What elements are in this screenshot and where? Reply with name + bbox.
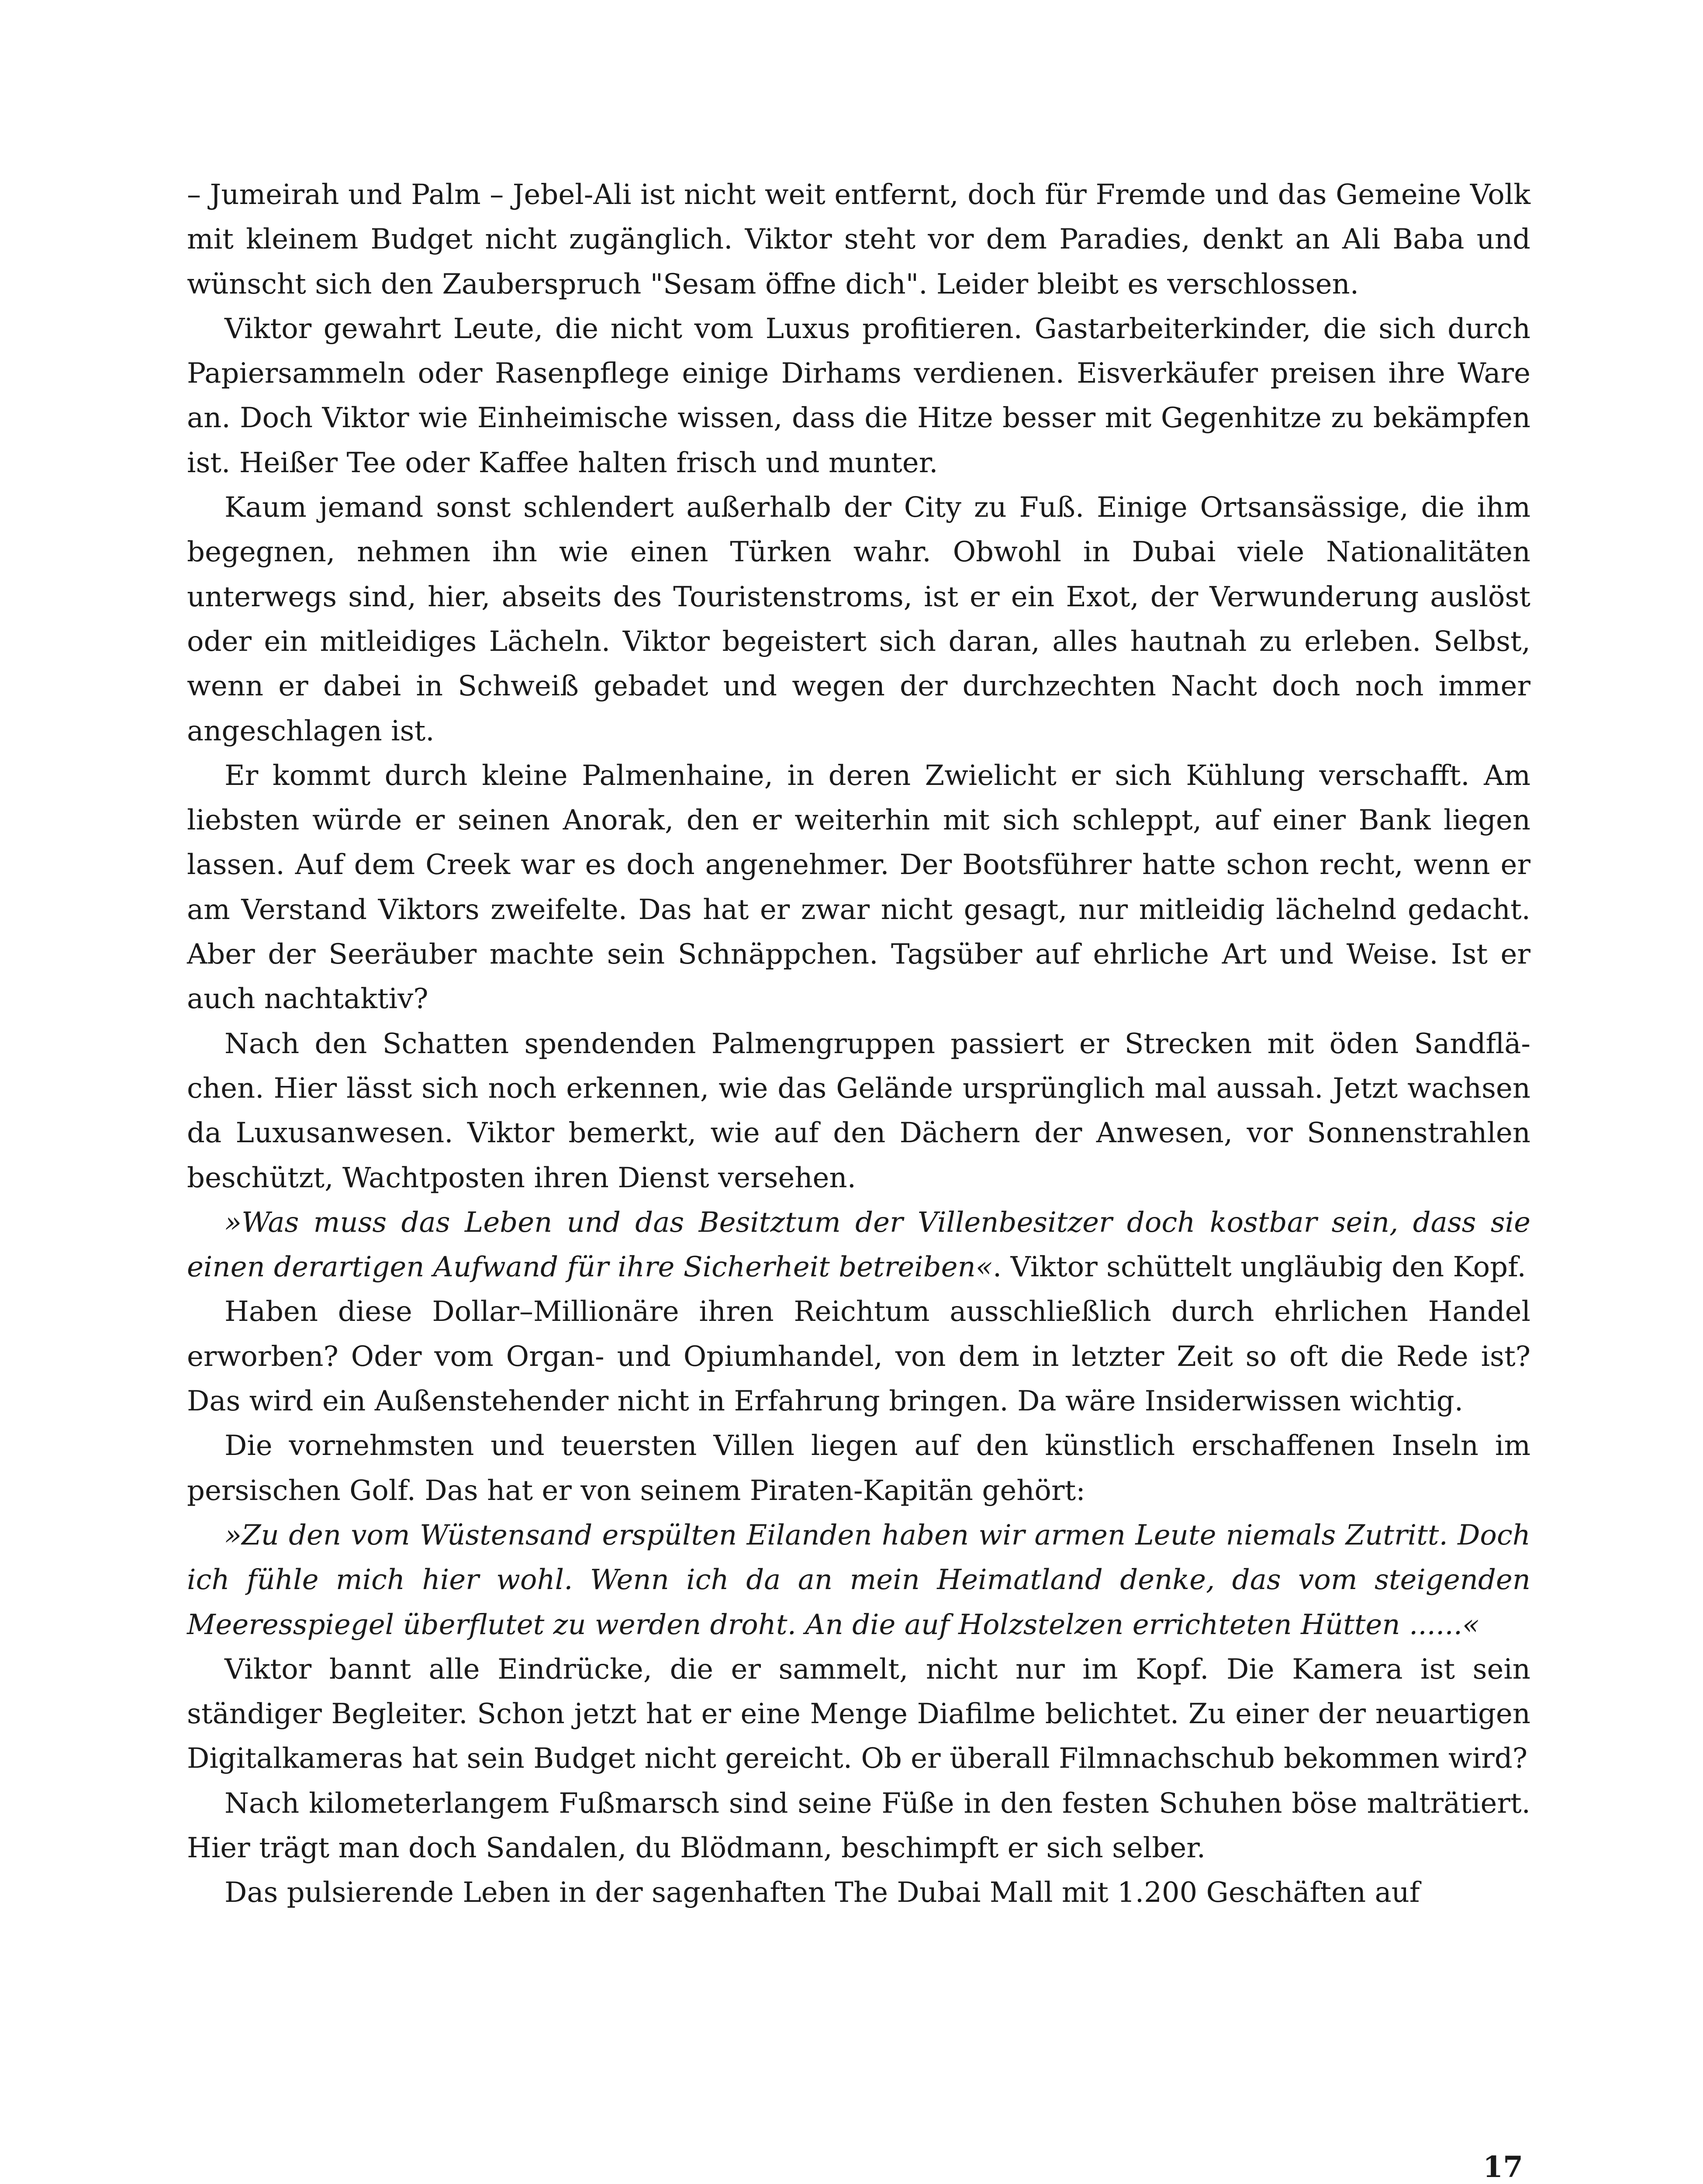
- page-number: 17: [1483, 2150, 1523, 2184]
- quote-italic: »Was muss das Leben und das Besitztum der Villenbesitzer doch kostbar sein, dass sie einen derartigen Aufwand für ihre Sicherheit betreiben«: [187, 1206, 1530, 1284]
- paragraph-2: Viktor gewahrt Leute, die nicht vom Luxus profitieren. Gastarbeiterkinder, die sich durch Papiersammeln oder Rasenpflege einige Dirhams verdienen. Eisverkäufer preisen ihre Ware an. Doch Viktor wie Einheimische wissen, dass die Hitze besser mit Gegenhitze zu bekämpfen ist. Heißer Tee oder Kaffee halten frisch und munter.: [187, 312, 1530, 479]
- paragraph-10: Viktor bannt alle Eindrücke, die er sammelt, nicht nur im Kopf. Die Kamera ist sein ständiger Begleiter. Schon jetzt hat er eine Menge Diafilme belichtet. Zu einer der neuartigen Digitalkameras hat sein Budget nicht gereicht. Ob er überall Filmnachschub bekommen wird?: [187, 1653, 1530, 1775]
- paragraph-4: Er kommt durch kleine Palmenhaine, in deren Zwielicht er sich Kühlung verschafft. Am liebsten würde er seinen Anorak, den er weiterhin mit sich schleppt, auf einer Bank liegen lassen. Auf dem Creek war es doch angenehmer. Der Bootsführer hatte schon recht, wenn er am Verstand Viktors zweifelte. Das hat er zwar nicht gesagt, nur mitleidig lächelnd gedacht. Aber der Seeräuber machte sein Schnäppchen. Tagsüber auf ehrliche Art und Weise. Ist er auch nachtaktiv?: [187, 759, 1530, 1016]
- paragraph-11: Nach kilometerlangem Fußmarsch sind seine Füße in den festen Schuhen böse malträtiert. Hier trägt man doch Sandalen, du Blödmann, beschimpft er sich selber.: [187, 1787, 1530, 1864]
- paragraph-8: Die vornehmsten und teuersten Villen liegen auf den künstlich erschaffenen Inseln im persischen Golf. Das hat er von seinem Piraten-Kapitän gehört:: [187, 1430, 1530, 1507]
- quote-continuation: . Viktor schüttelt ungläubig den Kopf.: [992, 1251, 1526, 1284]
- body-text: [187, 173, 1530, 1915]
- paragraph-1: – Jumeirah und Palm – Jebel-Ali ist nicht weit entfernt, doch für Fremde und das Gemeine Volk mit kleinem Budget nicht zugänglich. Viktor steht vor dem Paradies, denkt an Ali Baba und wünscht sich den Zauberspruch "Sesam öffne dich". Leider bleibt es verschlossen.: [187, 179, 1530, 301]
- paragraph-5: Nach den Schatten spendenden Palmengruppen passiert er Strecken mit öden Sandflächen. Hier lässt sich noch erkennen, wie das Gelände ursprünglich mal aussah. Jetzt wachsen da Luxusanwesen. Viktor bemerkt, wie auf den Dächern der Anwesen, vor Sonnenstrahlen beschützt, Wachtposten ihren Dienst versehen.: [187, 1027, 1530, 1194]
- paragraph-12: Das pulsierende Leben in der sagenhaften The Dubai Mall mit 1.200 Geschäften auf: [225, 1876, 1420, 1909]
- paragraph-6: [187, 1200, 1530, 1290]
- paragraph-3: Kaum jemand sonst schlendert außerhalb der City zu Fuß. Einige Ortsansässige, die ihm begegnen, nehmen ihn wie einen Türken wahr. Obwohl in Dubai viele Nationalitäten unterwegs sind, hier, abseits des Touristenstroms, ist er ein Exot, der Verwunderung auslöst oder ein mitleidiges Lächeln. Viktor begeistert sich daran, alles hautnah zu erleben. Selbst, wenn er dabei in Schweiß gebadet und wegen der durchzechten Nacht doch noch immer angeschlagen ist.: [187, 491, 1530, 747]
- paragraph-9-quote: »Zu den vom Wüstensand erspülten Eilanden haben wir armen Leute niemals Zutritt. Doch ich fühle mich hier wohl. Wenn ich da an mein Heimatland denke, das vom steigenden Meeresspiegel überflutet zu werden droht. An die auf Holzstelzen errichteten Hütten ......«: [187, 1519, 1530, 1641]
- paragraph-7: Haben diese Dollar–Millionäre ihren Reichtum ausschließlich durch ehrlichen Handel erworben? Oder vom Organ- und Opiumhandel, von dem in letzter Zeit so oft die Rede ist? Das wird ein Außenstehender nicht in Erfahrung bringen. Da wäre Insiderwissen wichtig.: [187, 1296, 1530, 1418]
